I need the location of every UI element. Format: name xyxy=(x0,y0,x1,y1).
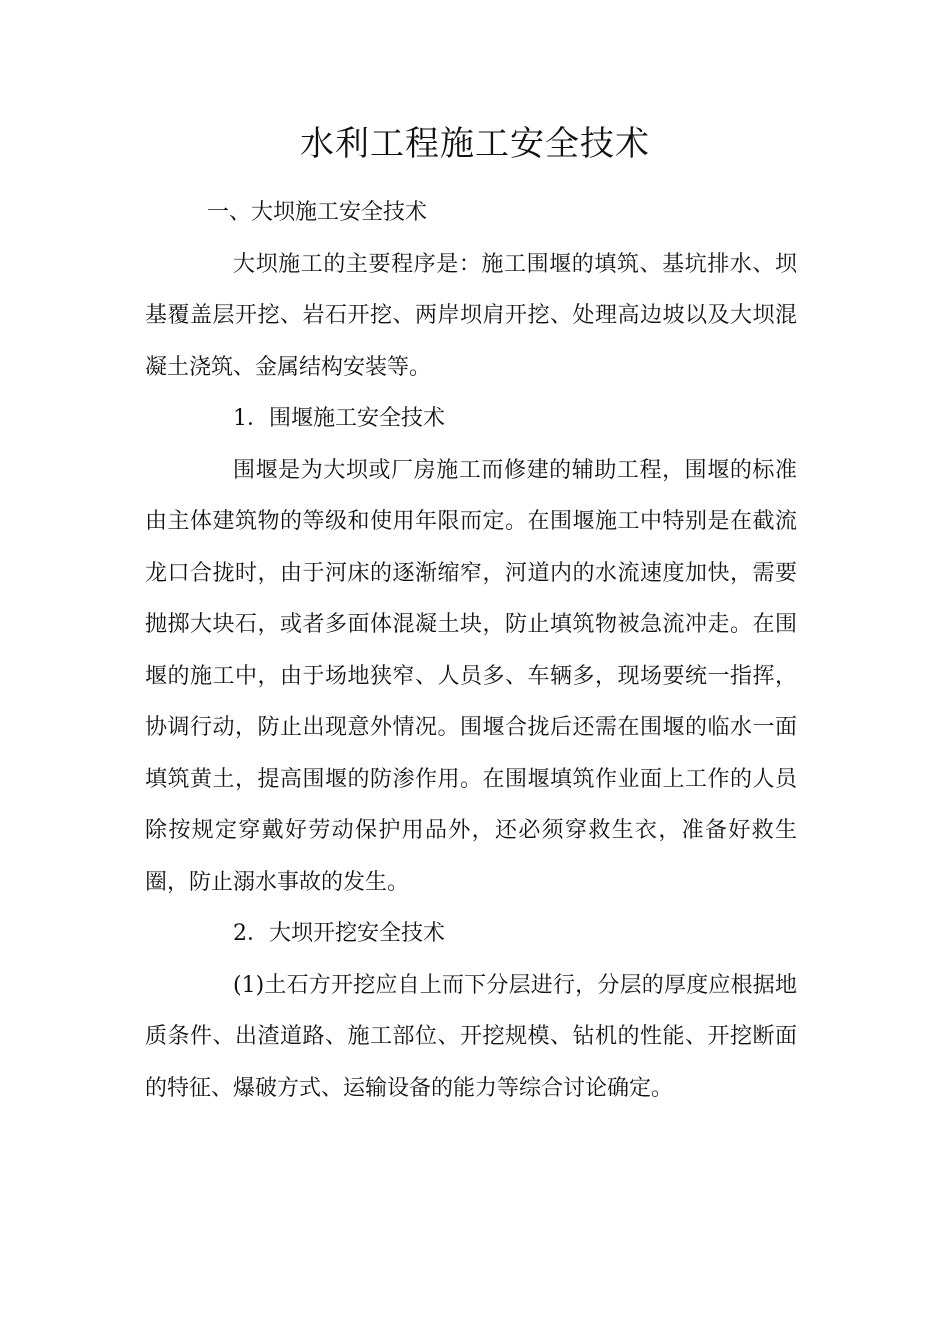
paragraph-cofferdam: 围堰是为大坝或厂房施工而修建的辅助工程，围堰的标准由主体建筑物的等级和使用年限而定。在围堰施工中特别是在截流龙口合拢时，由于河床的逐渐缩窄，河道内的水流速度加快，需要抛掷大块石，或者多面体混凝土块，防止填筑物被急流冲走。在围堰的施工中，由于场地狭窄、人员多、车辆多，现场要统一指挥，协调行动，防止出现意外情况。围堰合拢后还需在围堰的临水一面填筑黄土，提高围堰的防渗作用。在围堰填筑作业面上工作的人员除按规定穿戴好劳动保护用品外，还必须穿救生衣，准备好救生圈，防止溺水事故的发生。 xyxy=(145,457,797,895)
section-heading-dam-construction: 一、大坝施工安全技术 xyxy=(207,200,428,225)
document-body xyxy=(145,187,797,1114)
paragraph-excavation: (1)土石方开挖应自上而下分层进行，分层的厚度应根据地质条件、出渣道路、施工部位、开挖规模、钻机的性能、开挖断面的特征、爆破方式、运输设备的能力等综合讨论确定。 xyxy=(145,972,797,1101)
subheading-dam-excavation: 2．大坝开挖安全技术 xyxy=(233,921,445,946)
document-title: 水利工程施工安全技术 xyxy=(300,124,650,164)
paragraph-dam-procedure: 大坝施工的主要程序是：施工围堰的填筑、基坑排水、坝基覆盖层开挖、岩石开挖、两岸坝肩开挖、处理高边坡以及大坝混凝土浇筑、金属结构安装等。 xyxy=(145,251,797,380)
subheading-cofferdam: 1．围堰施工安全技术 xyxy=(233,406,445,431)
